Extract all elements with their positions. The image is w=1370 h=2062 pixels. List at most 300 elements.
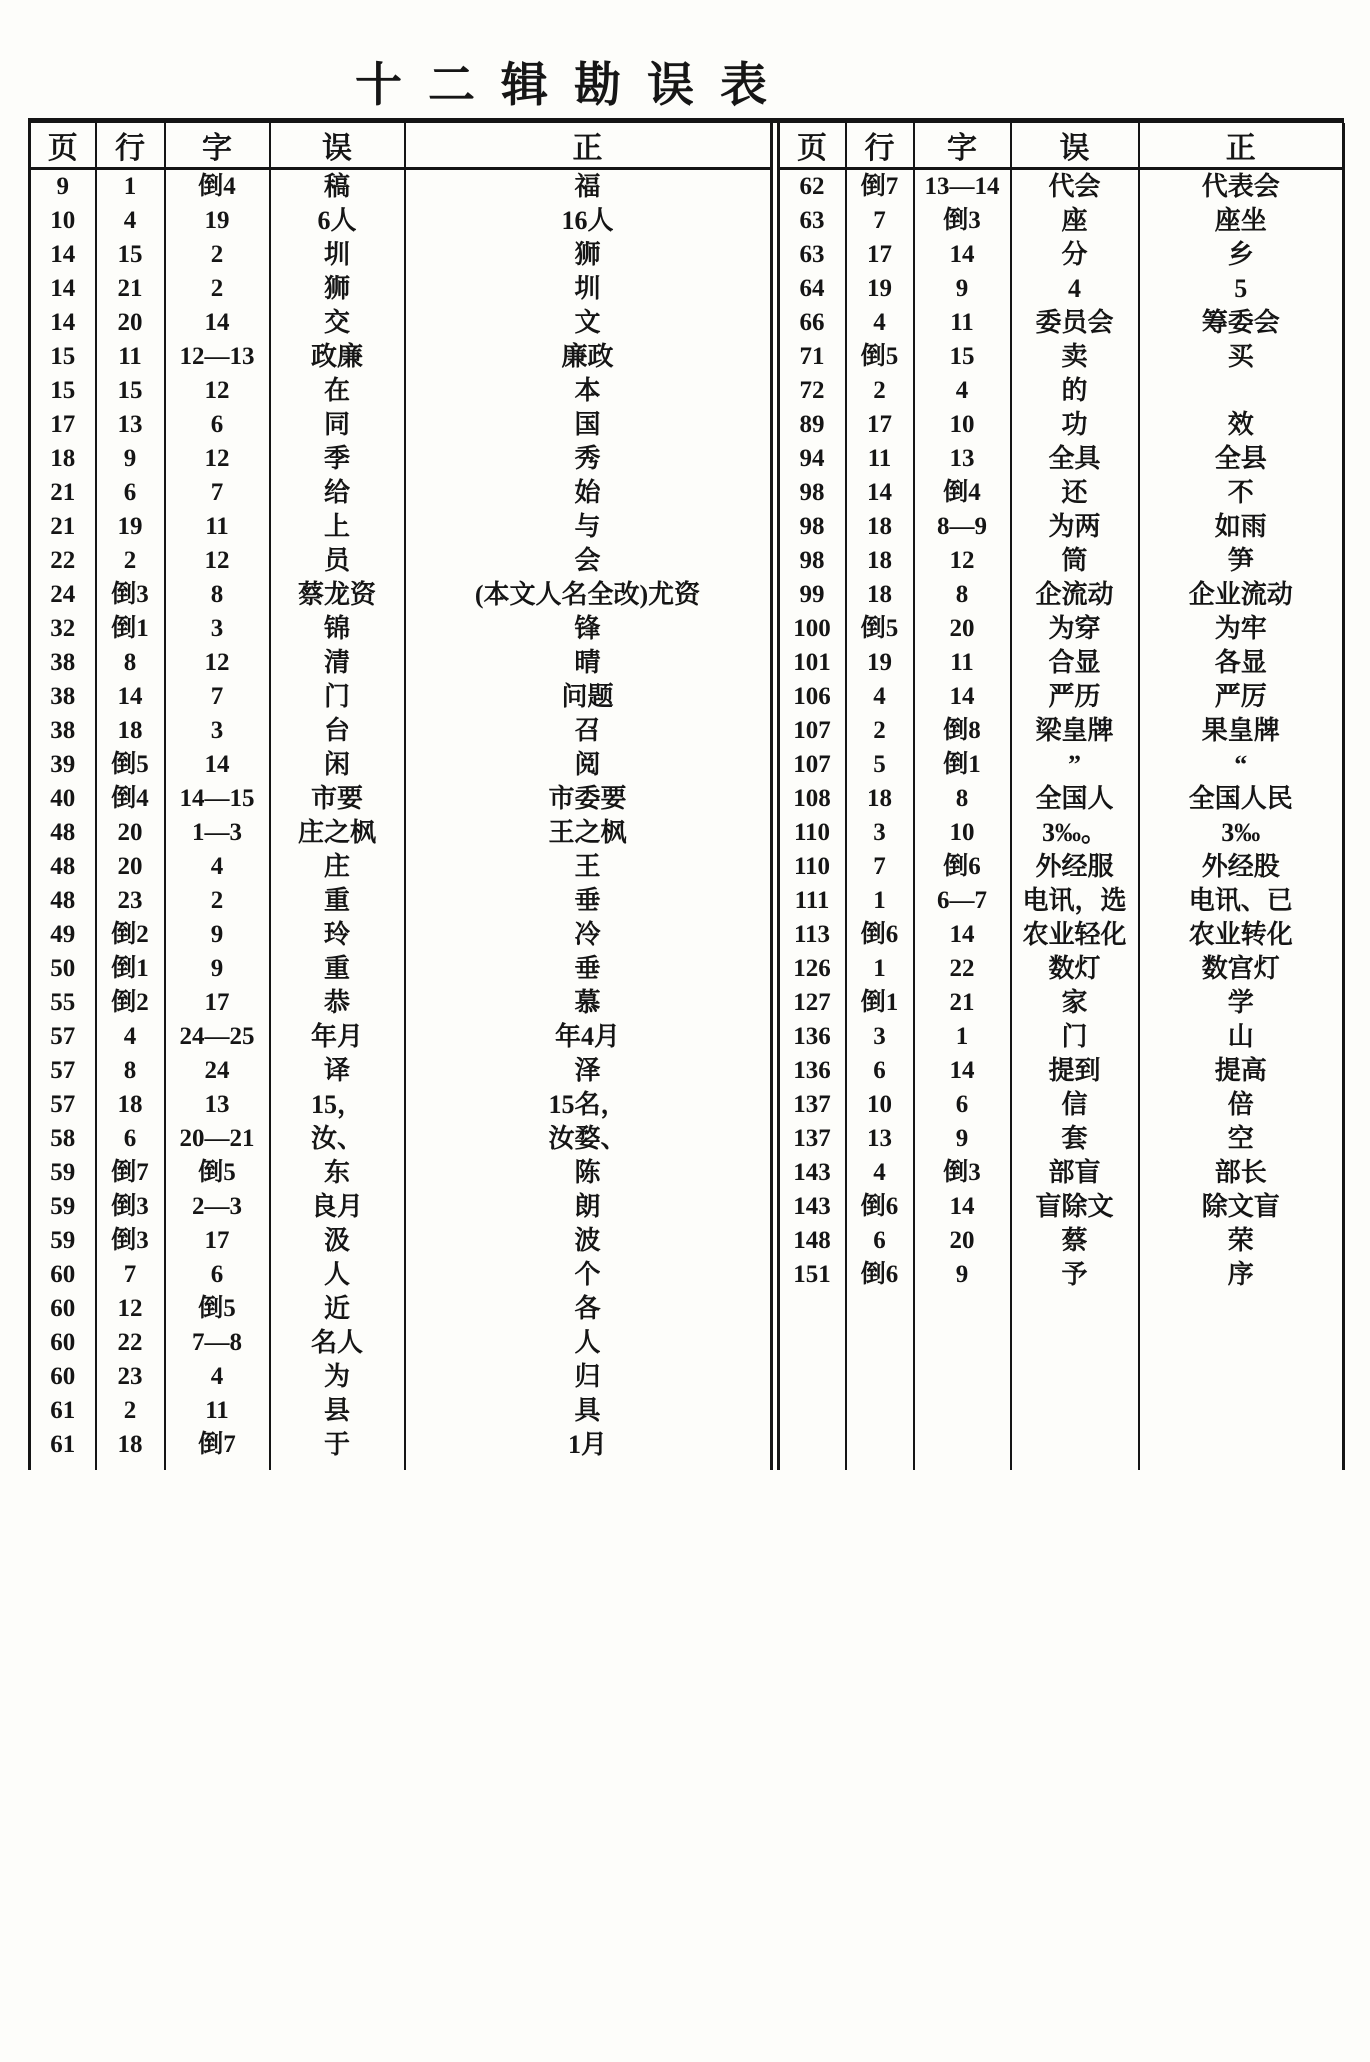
table-row	[780, 680, 1344, 714]
cell: 62	[799, 173, 825, 200]
cell: 部盲	[1011, 1156, 1139, 1190]
table-row	[30, 306, 770, 340]
table-row	[30, 918, 770, 952]
col-header-char: 字	[914, 123, 1011, 169]
cell: 50	[50, 955, 76, 982]
table-row	[30, 1088, 770, 1122]
cell: 人	[405, 1326, 770, 1360]
cell: 22	[96, 1326, 165, 1360]
cell: 6人	[270, 204, 405, 238]
cell: 14	[914, 238, 1011, 272]
cell: 梁皇牌	[1011, 714, 1139, 748]
cell: 19	[846, 272, 914, 306]
col-header-correct: 正	[1139, 123, 1344, 169]
cell: 59	[50, 1227, 76, 1254]
col-header-page: 页	[780, 123, 846, 169]
table-row	[30, 714, 770, 748]
cell: 提高	[1139, 1054, 1344, 1088]
cell: 空	[1139, 1122, 1344, 1156]
table-row	[30, 1326, 770, 1360]
cell: 20	[96, 850, 165, 884]
empty-cell	[30, 1462, 96, 1470]
cell: 倒5	[846, 340, 914, 374]
cell: 24	[50, 581, 76, 608]
cell: 14	[165, 306, 270, 340]
cell: 107	[793, 751, 831, 778]
cell: 8	[914, 782, 1011, 816]
cell: 137	[793, 1091, 831, 1118]
table-row	[30, 1156, 770, 1190]
cell: 福	[405, 169, 770, 205]
empty-cell	[1139, 1292, 1344, 1470]
table-row	[780, 884, 1344, 918]
table-row	[780, 918, 1344, 952]
cell: 企流动	[1011, 578, 1139, 612]
cell: 电讯、已	[1139, 884, 1344, 918]
cell: 10	[914, 408, 1011, 442]
cell: 7	[846, 204, 914, 238]
col-header-line: 行	[96, 123, 165, 169]
cell: 60	[50, 1363, 76, 1390]
cell: 4	[165, 850, 270, 884]
cell: 1月	[405, 1428, 770, 1462]
cell: 72	[799, 377, 825, 404]
table-row	[30, 816, 770, 850]
cell: 12	[165, 374, 270, 408]
cell: 3	[165, 714, 270, 748]
table-row	[780, 1020, 1344, 1054]
cell: 8—9	[914, 510, 1011, 544]
cell: 垂	[405, 884, 770, 918]
cell: 为两	[1011, 510, 1139, 544]
table-row	[30, 612, 770, 646]
cell: 2	[96, 544, 165, 578]
cell: 57	[50, 1023, 76, 1050]
cell: 本	[405, 374, 770, 408]
cell: 9	[165, 918, 270, 952]
cell: 17	[165, 1224, 270, 1258]
cell: 21	[914, 986, 1011, 1020]
cell: 7	[96, 1258, 165, 1292]
cell: 倒4	[165, 169, 270, 205]
cell: 4	[846, 680, 914, 714]
table-row	[30, 544, 770, 578]
cell: 20	[96, 306, 165, 340]
cell: 严历	[1011, 680, 1139, 714]
cell: 电讯，选	[1011, 884, 1139, 918]
cell: 12—13	[165, 340, 270, 374]
cell: 5	[846, 748, 914, 782]
cell: 113	[793, 921, 831, 948]
cell: 近	[270, 1292, 405, 1326]
cell: 倒8	[914, 714, 1011, 748]
cell: 9	[56, 173, 69, 200]
cell: 15	[96, 374, 165, 408]
cell: 市委要	[405, 782, 770, 816]
col-header-correct: 正	[405, 123, 770, 169]
cell: 18	[846, 510, 914, 544]
cell: 15	[50, 343, 76, 370]
table-row	[30, 646, 770, 680]
table-header	[780, 123, 1344, 169]
cell: 18	[846, 578, 914, 612]
cell: 6	[914, 1088, 1011, 1122]
cell: 倒4	[96, 782, 165, 816]
cell: 57	[50, 1091, 76, 1118]
cell: 倒7	[96, 1156, 165, 1190]
cell: 59	[50, 1159, 76, 1186]
cell: 22	[50, 547, 76, 574]
cell: 14	[914, 918, 1011, 952]
cell: 同	[270, 408, 405, 442]
cell: 盲除文	[1011, 1190, 1139, 1224]
cell: 问题	[405, 680, 770, 714]
cell: 21	[50, 479, 76, 506]
cell: 14	[96, 680, 165, 714]
cell: 110	[793, 853, 831, 880]
table-row	[780, 408, 1344, 442]
cell: 倒5	[96, 748, 165, 782]
cell: 2	[165, 238, 270, 272]
empty-cell	[405, 1462, 770, 1470]
cell: 9	[914, 272, 1011, 306]
cell: 39	[50, 751, 76, 778]
table-row	[780, 1190, 1344, 1224]
cell: 11	[914, 646, 1011, 680]
cell: 圳	[270, 238, 405, 272]
cell: 严厉	[1139, 680, 1344, 714]
cell: 倍	[1139, 1088, 1344, 1122]
cell: 143	[793, 1193, 831, 1220]
cell: 3‰。	[1011, 816, 1139, 850]
cell: 8	[165, 578, 270, 612]
cell: 57	[50, 1057, 76, 1084]
cell: 151	[793, 1261, 831, 1288]
cell: 2	[846, 714, 914, 748]
cell: 7	[846, 850, 914, 884]
cell: 为牢	[1139, 612, 1344, 646]
cell: 8	[96, 1054, 165, 1088]
cell: 数宫灯	[1139, 952, 1344, 986]
table-row	[30, 1360, 770, 1394]
cell: 63	[799, 241, 825, 268]
cell: 个	[405, 1258, 770, 1292]
table-row	[30, 340, 770, 374]
cell: 译	[270, 1054, 405, 1088]
cell: 垂	[405, 952, 770, 986]
cell: 始	[405, 476, 770, 510]
cell: 政廉	[270, 340, 405, 374]
cell: 座坐	[1139, 204, 1344, 238]
double-rule-divider	[770, 123, 780, 1470]
cell: 89	[799, 411, 825, 438]
table-row	[30, 680, 770, 714]
cell: 20	[914, 1224, 1011, 1258]
cell: 序	[1139, 1258, 1344, 1292]
cell: 波	[405, 1224, 770, 1258]
table-row	[30, 374, 770, 408]
table-row	[30, 510, 770, 544]
table-row	[30, 204, 770, 238]
errata-table-right	[780, 123, 1346, 1470]
empty-cell	[1011, 1292, 1139, 1470]
cell: 倒1	[96, 952, 165, 986]
cell: 15名，	[405, 1088, 770, 1122]
cell: 32	[50, 615, 76, 642]
table-row	[30, 1190, 770, 1224]
cell: 1	[96, 169, 165, 205]
cell: 蔡	[1011, 1224, 1139, 1258]
empty-row	[780, 1292, 1344, 1470]
cell: 朗	[405, 1190, 770, 1224]
cell: 外经服	[1011, 850, 1139, 884]
cell: 14	[50, 309, 76, 336]
cell: 4	[914, 374, 1011, 408]
cell: 12	[914, 544, 1011, 578]
empty-cell	[270, 1462, 405, 1470]
cell: 锦	[270, 612, 405, 646]
cell: 倒7	[846, 169, 914, 205]
cell: 20	[914, 612, 1011, 646]
cell: 恭	[270, 986, 405, 1020]
tables-container	[28, 123, 1345, 1470]
cell: 会	[405, 544, 770, 578]
cell: 汝婺、	[405, 1122, 770, 1156]
cell: 127	[793, 989, 831, 1016]
cell: 冷	[405, 918, 770, 952]
cell: 代表会	[1139, 169, 1344, 205]
cell: 倒5	[846, 612, 914, 646]
cell: 各	[405, 1292, 770, 1326]
cell: 效	[1139, 408, 1344, 442]
cell: 归	[405, 1360, 770, 1394]
cell: 还	[1011, 476, 1139, 510]
table-header	[30, 123, 770, 169]
cell: 倒5	[165, 1292, 270, 1326]
cell: 阅	[405, 748, 770, 782]
cell: 15	[914, 340, 1011, 374]
cell: 倒3	[96, 1190, 165, 1224]
cell: 12	[165, 544, 270, 578]
cell: 22	[914, 952, 1011, 986]
table-row	[780, 1224, 1344, 1258]
cell: 98	[799, 479, 825, 506]
cell: 6	[846, 1224, 914, 1258]
cell: 6	[165, 408, 270, 442]
cell: 召	[405, 714, 770, 748]
cell: 的	[1011, 374, 1139, 408]
cell: 座	[1011, 204, 1139, 238]
table-row	[30, 782, 770, 816]
table-row	[780, 612, 1344, 646]
cell: 13	[96, 408, 165, 442]
cell: 17	[846, 408, 914, 442]
cell: 县	[270, 1394, 405, 1428]
cell: 庄	[270, 850, 405, 884]
cell: 家	[1011, 986, 1139, 1020]
table-row	[780, 238, 1344, 272]
cell: 倒1	[846, 986, 914, 1020]
table-row	[30, 884, 770, 918]
cell: 全具	[1011, 442, 1139, 476]
cell: 20—21	[165, 1122, 270, 1156]
col-header-line: 行	[846, 123, 914, 169]
cell: 23	[96, 884, 165, 918]
cell: 清	[270, 646, 405, 680]
table-row	[780, 1258, 1344, 1292]
cell: 倒6	[914, 850, 1011, 884]
cell: 18	[96, 1088, 165, 1122]
cell: 58	[50, 1125, 76, 1152]
table-row	[30, 578, 770, 612]
empty-cell	[846, 1292, 914, 1470]
cell: 筹委会	[1139, 306, 1344, 340]
cell: 汲	[270, 1224, 405, 1258]
cell: 55	[50, 989, 76, 1016]
cell: 38	[50, 717, 76, 744]
cell: 19	[846, 646, 914, 680]
cell: 13—14	[914, 169, 1011, 205]
cell: 2	[96, 1394, 165, 1428]
cell: 3	[846, 816, 914, 850]
cell: 玲	[270, 918, 405, 952]
cell: 38	[50, 683, 76, 710]
table-row	[780, 510, 1344, 544]
cell: 11	[914, 306, 1011, 340]
col-header-char: 字	[165, 123, 270, 169]
table-row	[30, 952, 770, 986]
table-row	[780, 476, 1344, 510]
cell: 全国人民	[1139, 782, 1344, 816]
cell: 14	[914, 680, 1011, 714]
table-row	[780, 714, 1344, 748]
cell: 倒2	[96, 918, 165, 952]
cell: 9	[96, 442, 165, 476]
cell: 94	[799, 445, 825, 472]
cell: 慕	[405, 986, 770, 1020]
cell: 17	[165, 986, 270, 1020]
cell	[1139, 374, 1344, 408]
cell: 60	[50, 1329, 76, 1356]
empty-row	[30, 1462, 770, 1470]
cell: 予	[1011, 1258, 1139, 1292]
cell: 台	[270, 714, 405, 748]
cell: (本文人名全改)尤资	[405, 578, 770, 612]
table-row	[30, 272, 770, 306]
table-row	[30, 1122, 770, 1156]
cell: 学	[1139, 986, 1344, 1020]
cell: 98	[799, 513, 825, 540]
cell: 19	[96, 510, 165, 544]
cell: 143	[793, 1159, 831, 1186]
cell: 14	[50, 275, 76, 302]
errata-table-left	[28, 123, 770, 1470]
table-row	[780, 442, 1344, 476]
cell: 山	[1139, 1020, 1344, 1054]
cell: 137	[793, 1125, 831, 1152]
cell: 各显	[1139, 646, 1344, 680]
cell: 年月	[270, 1020, 405, 1054]
cell: 14	[50, 241, 76, 268]
empty-cell	[914, 1292, 1011, 1470]
cell: 6	[846, 1054, 914, 1088]
table-row	[780, 782, 1344, 816]
cell: 提到	[1011, 1054, 1139, 1088]
cell: 王	[405, 850, 770, 884]
cell: 136	[793, 1023, 831, 1050]
cell: 16人	[405, 204, 770, 238]
table-row	[30, 748, 770, 782]
empty-cell	[780, 1292, 846, 1470]
cell: 18	[50, 445, 76, 472]
cell: 98	[799, 547, 825, 574]
cell: 3‰	[1139, 816, 1344, 850]
cell: 2—3	[165, 1190, 270, 1224]
cell: 门	[270, 680, 405, 714]
table-row	[780, 374, 1344, 408]
cell: 国	[405, 408, 770, 442]
table-row	[780, 578, 1344, 612]
cell: 17	[50, 411, 76, 438]
cell: 不	[1139, 476, 1344, 510]
cell: 99	[799, 581, 825, 608]
cell: 4	[846, 306, 914, 340]
table-row	[780, 544, 1344, 578]
cell: 18	[846, 782, 914, 816]
cell: 倒1	[914, 748, 1011, 782]
cell: 63	[799, 207, 825, 234]
cell: 倒7	[165, 1428, 270, 1462]
cell: 9	[165, 952, 270, 986]
page-title: 十二辑勘误表	[355, 60, 793, 112]
col-header-wrong: 误	[1011, 123, 1139, 169]
cell: 61	[50, 1431, 76, 1458]
cell: 1	[846, 952, 914, 986]
table-row	[780, 1156, 1344, 1190]
cell: 信	[1011, 1088, 1139, 1122]
cell: 6	[96, 476, 165, 510]
cell: 8	[914, 578, 1011, 612]
cell: 良月	[270, 1190, 405, 1224]
cell: 圳	[405, 272, 770, 306]
cell: 66	[799, 309, 825, 336]
cell: 2	[846, 374, 914, 408]
cell: 2	[165, 272, 270, 306]
cell: 23	[96, 1360, 165, 1394]
cell: 8	[96, 646, 165, 680]
table-row	[30, 850, 770, 884]
cell: 陈	[405, 1156, 770, 1190]
cell: 2	[165, 884, 270, 918]
cell: 17	[846, 238, 914, 272]
cell: 于	[270, 1428, 405, 1462]
cell: 重	[270, 952, 405, 986]
cell: 59	[50, 1193, 76, 1220]
cell: 倒3	[914, 204, 1011, 238]
cell: 市要	[270, 782, 405, 816]
cell: 人	[270, 1258, 405, 1292]
cell: 农业转化	[1139, 918, 1344, 952]
cell: 24	[165, 1054, 270, 1088]
cell: 101	[793, 649, 831, 676]
cell: 倒6	[846, 1258, 914, 1292]
cell: 6	[96, 1122, 165, 1156]
cell: 数灯	[1011, 952, 1139, 986]
cell: 48	[50, 853, 76, 880]
col-header-page: 页	[30, 123, 96, 169]
table-row	[780, 272, 1344, 306]
cell: 倒6	[846, 918, 914, 952]
